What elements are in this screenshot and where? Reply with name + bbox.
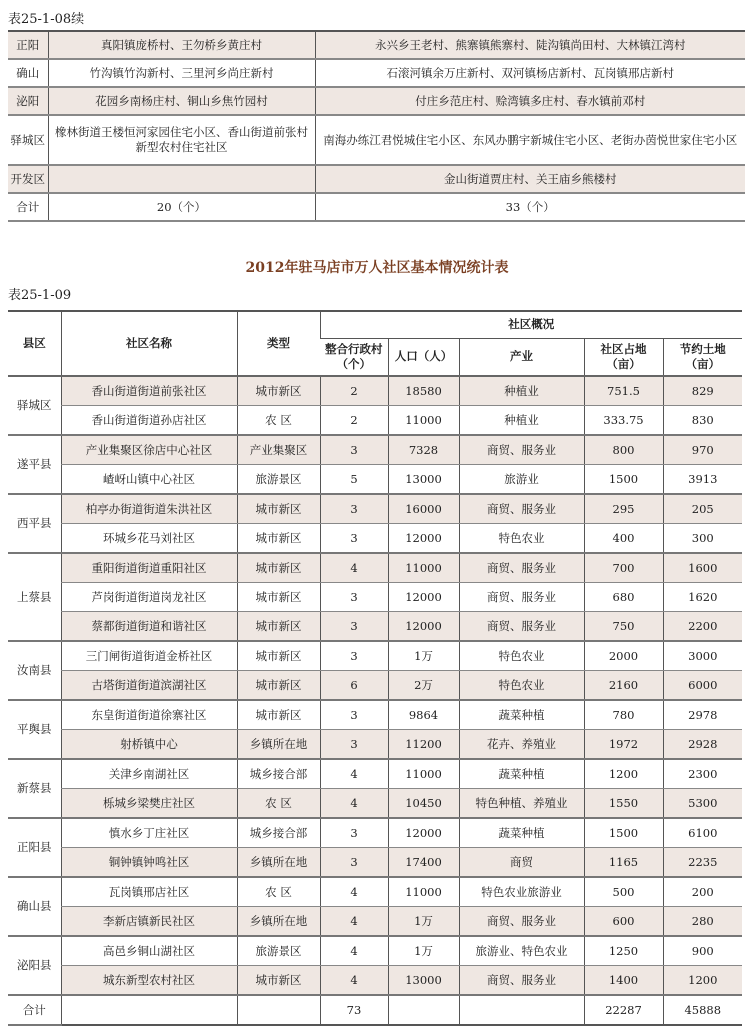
industry-cell: 种植业 (459, 406, 584, 436)
industry-cell: 商贸 (459, 848, 584, 878)
saved-cell: 1200 (663, 966, 742, 996)
community-name-cell: 栎城乡梁樊庄社区 (61, 789, 237, 819)
villages-cell: 6 (320, 671, 388, 701)
saved-cell: 5300 (663, 789, 742, 819)
saved-cell: 2300 (663, 759, 742, 789)
population-cell: 2万 (388, 671, 459, 701)
community-name-cell: 慎水乡丁庄社区 (61, 818, 237, 848)
saved-cell: 6000 (663, 671, 742, 701)
community-name-cell: 李新店镇新民社区 (61, 907, 237, 937)
table1-label: 表25-1-08续 (8, 12, 85, 27)
population-cell: 12000 (388, 612, 459, 642)
villages-cell: 3 (320, 700, 388, 730)
community-name-cell: 芦岗街道街道岗龙社区 (61, 583, 237, 612)
type-cell: 乡镇所在地 (237, 730, 320, 760)
population-cell: 11000 (388, 877, 459, 907)
industry-cell: 商贸、服务业 (459, 907, 584, 937)
saved-cell: 2978 (663, 700, 742, 730)
table-row (8, 494, 742, 524)
population-cell: 7328 (388, 435, 459, 465)
county-cell: 平舆县 (8, 700, 61, 759)
saved-cell: 900 (663, 936, 742, 966)
saved-cell: 970 (663, 435, 742, 465)
table-row (8, 641, 742, 671)
area-cell: 1500 (584, 465, 663, 495)
community-name-cell: 柏亭办街道街道朱洪社区 (61, 494, 237, 524)
saved-cell: 280 (663, 907, 742, 937)
area-cell: 400 (584, 524, 663, 554)
area-cell: 600 (584, 907, 663, 937)
saved-cell: 6100 (663, 818, 742, 848)
saved-cell: 2200 (663, 612, 742, 642)
saved-cell: 205 (663, 494, 742, 524)
industry-cell: 特色农业旅游业 (459, 877, 584, 907)
villages-a-cell (48, 165, 315, 193)
county-cell: 西平县 (8, 494, 61, 553)
table-row (8, 966, 742, 996)
villages-b-cell: 33（个） (315, 193, 745, 221)
industry-cell: 种植业 (459, 376, 584, 406)
industry-cell: 特色种植、养殖业 (459, 789, 584, 819)
industry-cell: 特色农业 (459, 671, 584, 701)
saved-cell: 200 (663, 877, 742, 907)
community-name-cell: 环城乡花马刘社区 (61, 524, 237, 554)
villages-a-cell: 20（个） (48, 193, 315, 221)
type-cell: 城市新区 (237, 641, 320, 671)
population-cell: 12000 (388, 583, 459, 612)
saved-cell: 2928 (663, 730, 742, 760)
table-row (8, 524, 742, 554)
table-row (8, 789, 742, 819)
type-cell: 城乡接合部 (237, 759, 320, 789)
community-name-cell: 铜钟镇钟鸣社区 (61, 848, 237, 878)
community-name-cell: 城东新型农村社区 (61, 966, 237, 996)
type-cell: 旅游景区 (237, 465, 320, 495)
type-cell: 旅游景区 (237, 936, 320, 966)
area-cell: 750 (584, 612, 663, 642)
industry-cell: 特色农业 (459, 641, 584, 671)
header-saved: 节约土地（亩） (663, 338, 742, 376)
header-type: 类型 (237, 311, 320, 376)
villages-cell: 2 (320, 376, 388, 406)
population-cell: 11000 (388, 406, 459, 436)
area-cell: 800 (584, 435, 663, 465)
villages-a-cell: 真阳镇庞桥村、王勿桥乡黄庄村 (48, 31, 315, 59)
empty-cell (61, 995, 237, 1025)
county-cell: 确山 (8, 59, 48, 87)
industry-cell: 商贸、服务业 (459, 583, 584, 612)
area-cell: 700 (584, 553, 663, 583)
table-row (8, 671, 742, 701)
table-row (8, 165, 745, 193)
population-cell: 16000 (388, 494, 459, 524)
table-row (8, 818, 742, 848)
type-cell: 农 区 (237, 877, 320, 907)
villages-cell: 4 (320, 936, 388, 966)
area-cell: 500 (584, 877, 663, 907)
industry-cell: 特色农业 (459, 524, 584, 554)
table-row (8, 31, 745, 59)
type-cell: 城市新区 (237, 376, 320, 406)
population-cell: 17400 (388, 848, 459, 878)
villages-b-cell: 石滚河镇余万庄新村、双河镇杨店新村、瓦岗镇邢店新村 (315, 59, 745, 87)
villages-cell: 4 (320, 966, 388, 996)
villages-cell: 3 (320, 435, 388, 465)
type-cell: 城市新区 (237, 966, 320, 996)
community-name-cell: 古塔街道街道滨湖社区 (61, 671, 237, 701)
population-cell: 1万 (388, 907, 459, 937)
villages-cell: 3 (320, 524, 388, 554)
population-cell: 10450 (388, 789, 459, 819)
county-cell: 汝南县 (8, 641, 61, 700)
saved-cell: 830 (663, 406, 742, 436)
area-cell: 680 (584, 583, 663, 612)
county-cell: 合计 (8, 193, 48, 221)
villages-table (8, 30, 745, 222)
table-row (8, 193, 745, 221)
table-row (8, 848, 742, 878)
table-row (8, 59, 745, 87)
type-cell: 农 区 (237, 789, 320, 819)
villages-cell: 3 (320, 848, 388, 878)
community-name-cell: 东皇街道街道徐寨社区 (61, 700, 237, 730)
header-industry: 产业 (459, 338, 584, 376)
table-row (8, 406, 742, 436)
area-cell: 333.75 (584, 406, 663, 436)
villages-a-cell: 橡林街道王楼恒河家园住宅小区、香山街道前张村新型农村住宅社区 (48, 115, 315, 165)
population-cell: 1万 (388, 641, 459, 671)
industry-cell: 蔬菜种植 (459, 759, 584, 789)
area-cell: 1550 (584, 789, 663, 819)
villages-b-cell: 南海办练江君悦城住宅小区、东风办鹏宇新城住宅小区、老街办茵悦世家住宅小区 (315, 115, 745, 165)
table-row (8, 115, 745, 165)
industry-cell: 蔬菜种植 (459, 818, 584, 848)
header-overview: 社区概况 (320, 311, 742, 338)
type-cell: 产业集聚区 (237, 435, 320, 465)
community-name-cell: 三门闸街道街道金桥社区 (61, 641, 237, 671)
table-row (8, 435, 742, 465)
community-name-cell: 产业集聚区徐店中心社区 (61, 435, 237, 465)
table-row (8, 759, 742, 789)
type-cell: 城市新区 (237, 553, 320, 583)
header-villages: 整合行政村（个） (320, 338, 388, 376)
villages-b-cell: 永兴乡王老村、熊寨镇熊寨村、陡沟镇尚田村、大林镇江湾村 (315, 31, 745, 59)
villages-cell: 2 (320, 406, 388, 436)
county-cell: 上蔡县 (8, 553, 61, 641)
industry-cell: 商贸、服务业 (459, 612, 584, 642)
villages-cell: 4 (320, 759, 388, 789)
community-name-cell: 嵖岈山镇中心社区 (61, 465, 237, 495)
county-cell: 确山县 (8, 877, 61, 936)
header-area: 社区占地（亩） (584, 338, 663, 376)
villages-cell: 3 (320, 818, 388, 848)
population-cell: 18580 (388, 376, 459, 406)
population-cell: 9864 (388, 700, 459, 730)
villages-a-cell: 竹沟镇竹沟新村、三里河乡尚庄新村 (48, 59, 315, 87)
population-cell: 11000 (388, 553, 459, 583)
empty-cell (237, 995, 320, 1025)
total-row (8, 995, 742, 1025)
industry-cell: 蔬菜种植 (459, 700, 584, 730)
villages-cell: 3 (320, 641, 388, 671)
population-cell: 13000 (388, 465, 459, 495)
villages-cell: 4 (320, 553, 388, 583)
area-cell: 1500 (584, 818, 663, 848)
industry-cell: 旅游业、特色农业 (459, 936, 584, 966)
villages-cell: 3 (320, 494, 388, 524)
table-row (8, 612, 742, 642)
villages-cell: 3 (320, 583, 388, 612)
industry-cell: 商贸、服务业 (459, 553, 584, 583)
type-cell: 乡镇所在地 (237, 848, 320, 878)
community-stats-table (8, 310, 742, 1026)
community-name-cell: 重阳街道街道重阳社区 (61, 553, 237, 583)
table-row (8, 907, 742, 937)
area-cell: 2160 (584, 671, 663, 701)
county-cell: 正阳 (8, 31, 48, 59)
villages-b-cell: 付庄乡范庄村、赊湾镇多庄村、春水镇前邓村 (315, 87, 745, 115)
type-cell: 城市新区 (237, 700, 320, 730)
villages-cell: 4 (320, 789, 388, 819)
county-cell: 新蔡县 (8, 759, 61, 818)
area-cell: 295 (584, 494, 663, 524)
table-row (8, 553, 742, 583)
community-name-cell: 高邑乡铜山湖社区 (61, 936, 237, 966)
type-cell: 城市新区 (237, 671, 320, 701)
total-saved: 45888 (663, 995, 742, 1025)
villages-a-cell: 花园乡南杨庄村、铜山乡焦竹园村 (48, 87, 315, 115)
saved-cell: 3000 (663, 641, 742, 671)
community-name-cell: 关津乡南湖社区 (61, 759, 237, 789)
area-cell: 1165 (584, 848, 663, 878)
industry-cell: 商贸、服务业 (459, 966, 584, 996)
area-cell: 1250 (584, 936, 663, 966)
table-row (8, 700, 742, 730)
table-row (8, 730, 742, 760)
header-population: 人口（人） (388, 338, 459, 376)
area-cell: 1972 (584, 730, 663, 760)
total-area: 22287 (584, 995, 663, 1025)
total-label: 合计 (8, 995, 61, 1025)
area-cell: 780 (584, 700, 663, 730)
villages-cell: 4 (320, 877, 388, 907)
community-name-cell: 蔡都街道街道和谐社区 (61, 612, 237, 642)
table-row (8, 376, 742, 406)
villages-cell: 3 (320, 612, 388, 642)
table-row (8, 465, 742, 495)
villages-cell: 3 (320, 730, 388, 760)
empty-cell (388, 995, 459, 1025)
saved-cell: 1600 (663, 553, 742, 583)
villages-cell: 4 (320, 907, 388, 937)
type-cell: 城市新区 (237, 612, 320, 642)
header-name: 社区名称 (61, 311, 237, 376)
county-cell: 泌阳县 (8, 936, 61, 995)
county-cell: 驿城区 (8, 376, 61, 435)
population-cell: 11200 (388, 730, 459, 760)
industry-cell: 商贸、服务业 (459, 494, 584, 524)
area-cell: 1400 (584, 966, 663, 996)
type-cell: 城乡接合部 (237, 818, 320, 848)
community-name-cell: 香山街道街道前张社区 (61, 376, 237, 406)
population-cell: 12000 (388, 524, 459, 554)
table2-title: 2012年驻马店市万人社区基本情况统计表 (245, 260, 509, 276)
county-cell: 正阳县 (8, 818, 61, 877)
type-cell: 农 区 (237, 406, 320, 436)
saved-cell: 829 (663, 376, 742, 406)
industry-cell: 花卉、养殖业 (459, 730, 584, 760)
saved-cell: 1620 (663, 583, 742, 612)
table-row (8, 877, 742, 907)
area-cell: 751.5 (584, 376, 663, 406)
saved-cell: 300 (663, 524, 742, 554)
county-cell: 开发区 (8, 165, 48, 193)
county-cell: 遂平县 (8, 435, 61, 494)
population-cell: 12000 (388, 818, 459, 848)
population-cell: 1万 (388, 936, 459, 966)
industry-cell: 商贸、服务业 (459, 435, 584, 465)
type-cell: 乡镇所在地 (237, 907, 320, 937)
table2-label: 表25-1-09 (8, 288, 72, 303)
total-villages: 73 (320, 995, 388, 1025)
county-cell: 泌阳 (8, 87, 48, 115)
type-cell: 城市新区 (237, 524, 320, 554)
table-row (8, 583, 742, 612)
type-cell: 城市新区 (237, 583, 320, 612)
villages-b-cell: 金山街道贾庄村、关王庙乡熊楼村 (315, 165, 745, 193)
area-cell: 2000 (584, 641, 663, 671)
table-row (8, 87, 745, 115)
population-cell: 13000 (388, 966, 459, 996)
county-cell: 驿城区 (8, 115, 48, 165)
area-cell: 1200 (584, 759, 663, 789)
villages-cell: 5 (320, 465, 388, 495)
community-name-cell: 瓦岗镇邢店社区 (61, 877, 237, 907)
population-cell: 11000 (388, 759, 459, 789)
saved-cell: 2235 (663, 848, 742, 878)
empty-cell (459, 995, 584, 1025)
saved-cell: 3913 (663, 465, 742, 495)
header-county: 县区 (8, 311, 61, 376)
community-name-cell: 射桥镇中心 (61, 730, 237, 760)
table-row (8, 936, 742, 966)
industry-cell: 旅游业 (459, 465, 584, 495)
type-cell: 城市新区 (237, 494, 320, 524)
community-name-cell: 香山街道街道孙店社区 (61, 406, 237, 436)
